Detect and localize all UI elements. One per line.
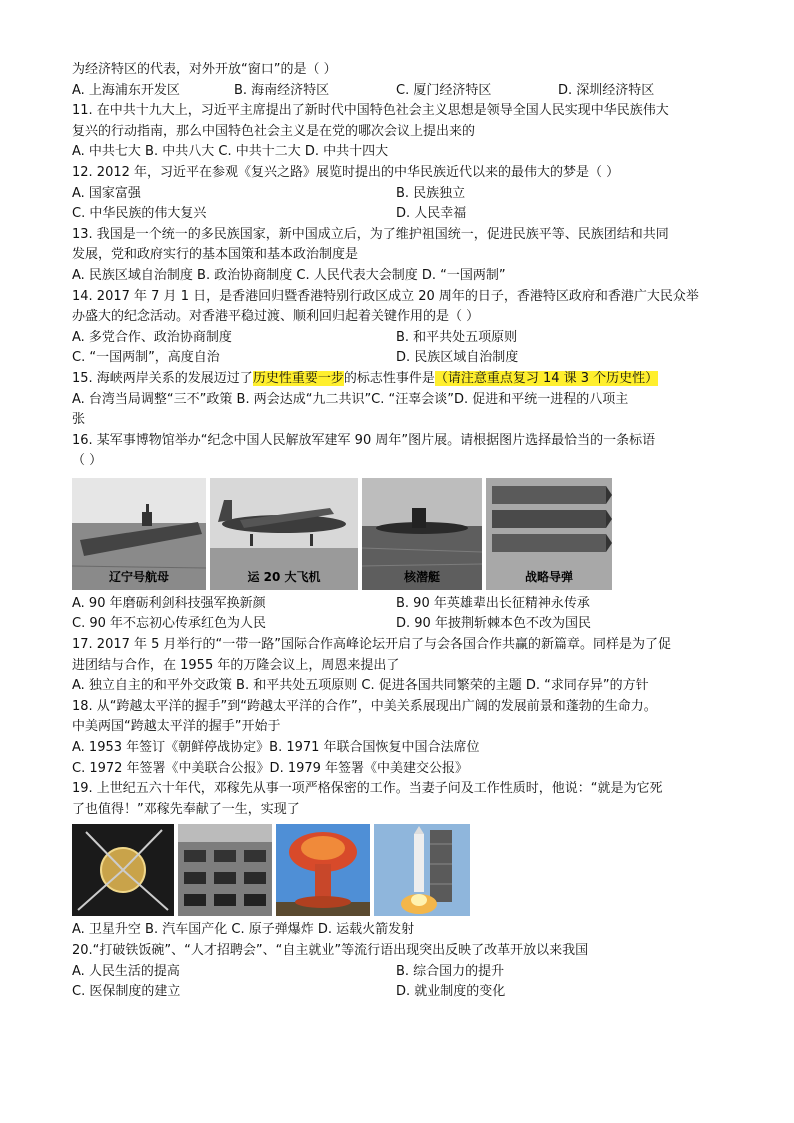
q15-highlight-1: 历史性重要一步 xyxy=(252,370,344,386)
q16-caption-carrier: 辽宁号航母 xyxy=(108,570,169,585)
q14-options-row2 xyxy=(72,348,720,369)
q20-options-row1 xyxy=(72,962,720,983)
q12-option-a: A. 国家富强 xyxy=(72,185,141,201)
q15-options-2: 张 xyxy=(72,412,86,428)
q16-option-d: D. 90 年披荆斩棘本色不改为国民 xyxy=(396,616,591,632)
q19-stem-1: 19. 上世纪五六十年代，邓稼先从事一项严格保密的工作。当妻子问及工作性质时，他说：“就是为它死 xyxy=(72,781,663,797)
q14-stem-2: 办盛大的纪念活动。对香港平稳过渡、顺利回归起着关键作用的是（ ） xyxy=(72,309,480,325)
q15-stem xyxy=(72,369,720,390)
q17-stem-1: 17. 2017 年 5 月举行的“一带一路”国际合作高峰论坛开启了与会各国合作共赢的新篇章。同样是为了促 xyxy=(72,637,672,653)
q11-stem-1: 11. 在中共十九大上，习近平主席提出了新时代中国特色社会主义思想是领导全国人民实现中华民族伟大 xyxy=(72,103,669,119)
q10-option-b: B. 海南经济特区 xyxy=(234,82,330,98)
q16-options-row1 xyxy=(72,594,720,615)
q19-photo-satellite xyxy=(72,824,174,916)
q15-stem-prefix: 15. 海峡两岸关系的发展迈过了 xyxy=(72,370,253,386)
q11-stem-2: 复兴的行动指南，那么中国特色社会主义是在党的哪次会议上提出来的 xyxy=(72,123,476,139)
q16-option-b: B. 90 年英雄辈出长征精神永传承 xyxy=(396,595,590,611)
q19-stem-2: 了也值得！”邓稼先奉献了一生，实现了 xyxy=(72,801,300,817)
q16-stem-2: （ ） xyxy=(72,453,103,469)
q12-options-row2 xyxy=(72,204,720,225)
q14-option-a: A. 多党合作、政治协商制度 xyxy=(72,329,232,345)
q12-option-c: C. 中华民族的伟大复兴 xyxy=(72,206,207,222)
q19-image-strip xyxy=(72,824,720,920)
q15-stem-middle: 的标志性事件是 xyxy=(343,370,435,386)
q10-stem-tail: 为经济特区的代表，对外开放“窗口”的是（ ） xyxy=(72,62,337,77)
q14-stem-1: 14. 2017 年 7 月 1 日，是香港回归暨香港特别行政区成立 20 周年的日子，香港特区政府和香港广大民众举 xyxy=(72,288,699,304)
q10-option-d: D. 深圳经济特区 xyxy=(558,82,655,98)
q16-options-row2 xyxy=(72,614,720,635)
q15-options-1: A. 台湾当局调整“三不”政策 B. 两会达成“九二共识”C. “汪辜会谈”D. 促进和平统一进程的八项主 xyxy=(72,391,629,407)
q12-option-b: B. 民族独立 xyxy=(396,185,466,201)
q19-photo-cars xyxy=(178,824,272,916)
q12-stem: 12. 2012 年，习近平在参观《复兴之路》展览时提出的中华民族近代以来的最伟大的梦是（ ） xyxy=(72,164,620,180)
q16-caption-submarine: 核潜艇 xyxy=(403,570,440,585)
q15-highlight-2: （请注意重点复习 14 课 3 个历史性） xyxy=(434,370,659,386)
q20-option-d: D. 就业制度的变化 xyxy=(396,984,506,1000)
q13-stem-1: 13. 我国是一个统一的多民族国家，新中国成立后，为了维护祖国统一，促进民族平等、民族团结和共同 xyxy=(72,226,669,242)
q14-option-c: C. “一国两制”，高度自治 xyxy=(72,350,220,366)
q20-options-row2 xyxy=(72,982,720,1003)
q16-caption-plane: 运 20 大飞机 xyxy=(247,570,321,585)
q16-photo-plane xyxy=(210,478,358,590)
q18-stem-1: 18. 从“跨越太平洋的握手”到“跨越太平洋的合作”，中美关系展现出广阔的发展前景和蓬勃的生命力。 xyxy=(72,698,657,714)
q16-photo-carrier xyxy=(72,478,206,590)
q10-options xyxy=(72,81,720,102)
q17-stem-2: 进团结与合作，在 1955 年的万隆会议上，周恩来提出了 xyxy=(72,657,400,673)
rocket-launch-icon xyxy=(374,824,470,916)
q14-options-row1 xyxy=(72,328,720,349)
q19-photo-mushroom-cloud xyxy=(276,824,370,916)
q14-option-b: B. 和平共处五项原则 xyxy=(396,329,518,345)
q20-stem: 20.“打破铁饭碗”、“人才招聘会”、“自主就业”等流行语出现突出反映了改革开放以来我国 xyxy=(72,943,589,958)
q16-stem-1: 16. 某军事博物馆举办“纪念中国人民解放军建军 90 周年”图片展。请根据图片选择最恰当的一条标语 xyxy=(72,432,656,448)
q16-option-a: A. 90 年磨砺利剑科技强军换新颜 xyxy=(72,595,266,611)
mushroom-cloud-icon xyxy=(276,824,370,916)
q18-options-2: C. 1972 年签署《中美联合公报》D. 1979 年签署《中美建交公报》 xyxy=(72,760,469,776)
q17-options: A. 独立自主的和平外交政策 B. 和平共处五项原则 C. 促进各国共同繁荣的主题 D. “求同存异”的方针 xyxy=(72,678,649,694)
exam-page xyxy=(72,60,720,1003)
q20-option-a: A. 人民生活的提高 xyxy=(72,963,180,979)
q11-options: A. 中共七大 B. 中共八大 C. 中共十二大 D. 中共十四大 xyxy=(72,144,389,160)
q10-option-a: A. 上海浦东开发区 xyxy=(72,82,180,98)
q16-caption-missile: 战略导弹 xyxy=(524,570,573,585)
q19-photo-rocket xyxy=(374,824,470,916)
q20-option-c: C. 医保制度的建立 xyxy=(72,984,181,1000)
q10-option-c: C. 厦门经济特区 xyxy=(396,82,492,98)
q13-stem-2: 发展，党和政府实行的基本国策和基本政治制度是 xyxy=(72,247,359,263)
q20-option-b: B. 综合国力的提升 xyxy=(396,963,505,979)
q16-image-strip xyxy=(72,478,720,594)
q14-option-d: D. 民族区域自治制度 xyxy=(396,350,519,366)
q13-options: A. 民族区域自治制度 B. 政治协商制度 C. 人民代表大会制度 D. “一国两制” xyxy=(72,267,506,283)
q16-option-c: C. 90 年不忘初心传承红色为人民 xyxy=(72,616,267,632)
q16-photo-missile xyxy=(486,478,612,590)
q12-options-row1 xyxy=(72,184,720,205)
satellite-icon xyxy=(72,824,174,916)
q18-stem-2: 中美两国“跨越太平洋的握手”开始于 xyxy=(72,719,281,735)
q18-options-1: A. 1953 年签订《朝鲜停战协定》B. 1971 年联合国恢复中国合法席位 xyxy=(72,740,480,756)
cars-icon xyxy=(178,824,272,916)
q19-options: A. 卫星升空 B. 汽车国产化 C. 原子弹爆炸 D. 运载火箭发射 xyxy=(72,922,415,938)
q16-photo-submarine xyxy=(362,478,482,590)
q12-option-d: D. 人民幸福 xyxy=(396,206,467,222)
